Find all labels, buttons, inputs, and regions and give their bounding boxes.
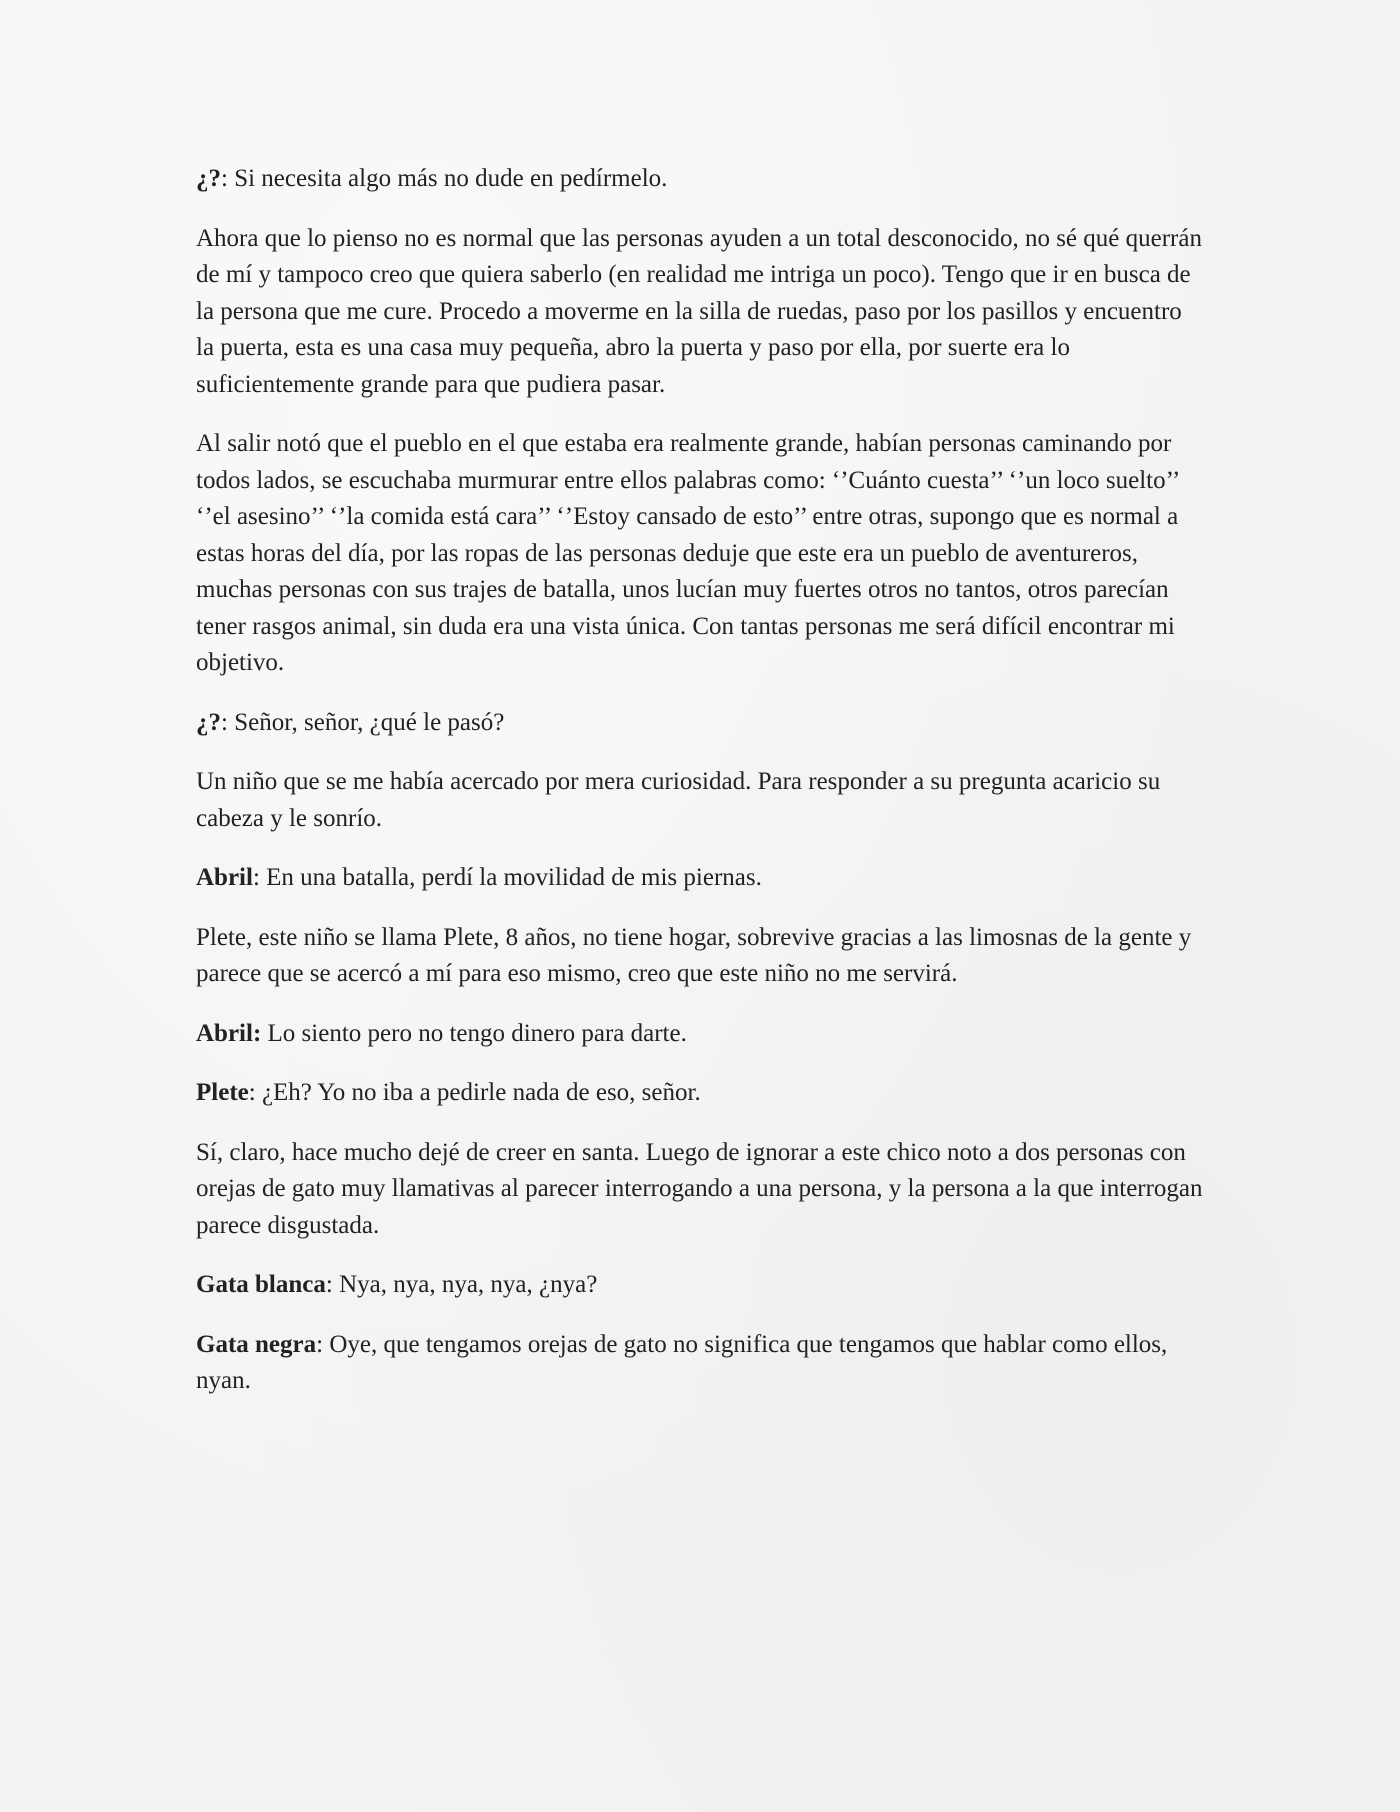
dialogue-paragraph: [196, 705, 1206, 742]
speaker-name: Plete: [196, 1079, 249, 1106]
narration-paragraph: [196, 426, 1206, 682]
paragraph-text: Lo siento pero no tengo dinero para darte.: [261, 1019, 687, 1047]
paragraph-text: Si necesita algo más no dude en pedírmelo.: [227, 165, 668, 192]
speaker-name: Gata blanca: [196, 1271, 326, 1298]
speaker-name: Abril:: [196, 1019, 262, 1047]
dialogue-paragraph: [196, 1016, 1206, 1053]
speaker-separator: :: [316, 1330, 324, 1358]
speaker-name: ¿?: [196, 708, 221, 736]
dialogue-paragraph: [196, 860, 1206, 897]
speaker-separator: :: [248, 1079, 256, 1106]
speaker-separator: :: [325, 1271, 333, 1298]
dialogue-paragraph: [196, 1327, 1206, 1400]
speaker-name: Gata negra: [196, 1330, 317, 1358]
speaker-name: Abril: [196, 864, 253, 891]
dialogue-paragraph: [196, 161, 1206, 198]
paragraph-text: Señor, señor, ¿qué le pasó?: [227, 708, 505, 736]
narration-paragraph: [196, 1135, 1206, 1245]
speaker-separator: :: [252, 864, 260, 891]
paragraph-text: Ahora que lo pienso no es normal que las personas ayuden a un total desconocido, no sé qué querrán de mí y tampoco creo que quiera saberlo (en realidad me intriga un poco). Tengo que ir en busca de la persona que me cure. Procedo a moverme en la silla de ruedas, paso por los pasillos y encuentro la puerta, esta es una casa muy pequeña, abro la puerta y paso por ella, por suerte era lo suficientemente grande para que pudiera pasar.: [196, 224, 1202, 398]
narration-paragraph: [196, 920, 1206, 993]
paragraph-text: Al salir notó que el pueblo en el que estaba era realmente grande, habían personas caminando por todos lados, se escuchaba murmurar entre ellos palabras como: ‘’Cuánto cuesta’’ ‘’un loco suelto’’ ‘’el asesino’’ ‘’la comida está cara’’ ‘’Estoy cansado de esto’’ entre otras, supongo que es normal a estas horas del día, por las ropas de las personas deduje que este era un pueblo de aventureros, muchas personas con sus trajes de batalla, unos lucían muy fuertes otros no tantos, otros parecían tener rasgos animal, sin duda era una vista única. Con tantas personas me será difícil encontrar mi objetivo.: [196, 430, 1179, 676]
paragraph-text: Un niño que se me había acercado por mera curiosidad. Para responder a su pregunta acaricio su cabeza y le sonrío.: [196, 768, 1161, 832]
paragraph-text: ¿Eh? Yo no iba a pedirle nada de eso, señor.: [255, 1079, 701, 1106]
paragraph-text: En una batalla, perdí la movilidad de mis piernas.: [259, 864, 762, 891]
speaker-separator: :: [221, 708, 228, 736]
paragraph-text: Plete, este niño se llama Plete, 8 años, no tiene hogar, sobrevive gracias a las limosnas de la gente y parece que se acercó a mí para eso mismo, creo que este niño no me servirá.: [196, 923, 1192, 987]
narration-paragraph: [196, 221, 1206, 404]
speaker-name: ¿?: [196, 165, 221, 192]
paragraph-text: Nya, nya, nya, nya, ¿nya?: [332, 1271, 598, 1298]
paragraph-text: Sí, claro, hace mucho dejé de creer en santa. Luego de ignorar a este chico noto a dos personas con orejas de gato muy llamativas al parecer interrogando a una persona, y la persona a la que interrogan parece disgustada.: [196, 1138, 1203, 1239]
dialogue-paragraph: [196, 1075, 1206, 1112]
paragraph-text: Oye, que tengamos orejas de gato no significa que tengamos que hablar como ellos, nyan.: [196, 1330, 1168, 1394]
dialogue-paragraph: [196, 1267, 1206, 1304]
narration-paragraph: [196, 764, 1206, 837]
speaker-separator: :: [221, 165, 228, 192]
story-text: [196, 161, 1206, 1423]
